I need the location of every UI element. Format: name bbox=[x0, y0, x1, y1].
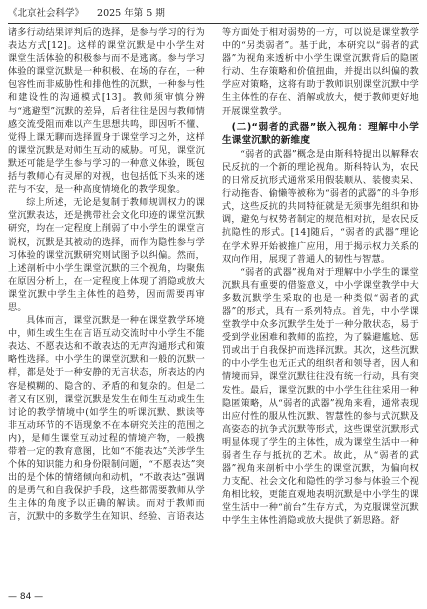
journal-name: 《北京社会科学》 bbox=[8, 8, 85, 19]
paragraph: 综上所述，无论是复制于教师规训权力的课堂沉默表达，还是携带社会文化印迹的课堂沉默研究，均在一定程度上削弱了中小学生的课堂言说权，沉默是其被动的选择，而作为隐性参与学习体验的课堂沉默研究则试图予以纠偏。然而，上述剖析中小学生课堂沉默的三个视角，均聚焦在原因分析上，在一定程度上体现了消隐或放大课堂沉默中学生主体性的趋势，因而需要再审思。 bbox=[8, 198, 205, 313]
paragraph: “弱者的武器”概念是由斯科特提出以解释农民反抗的一个新的理论视角。斯科特认为，农民的日常反抗形式通常采用假装顺从、装傻卖呆、行动拖沓、偷懒等被称为“弱者的武器”的斗争形式，这些反抗的共同特征就是无须事先组织和协调，避免与权势者制定的规范相对抗，是农民反抗隐性的形式。[14]随后，“弱者的武器”理论在学术界开始被推广应用，用于揭示权力关系的双向作用，展现了普通人的韧性与智慧。 bbox=[222, 149, 419, 265]
paragraph: 诸多行动结果评判后的选择，是参与学习的行为表达方式[12]。这样的课堂沉默是中小学生对课堂生活体验的积极参与而不是逃离。参与学习体验的课堂沉默是一种积极、在场的存在，一种包容性而非威胁性和排他性的沉默，一种参与性和建设性的沟通模式[13]。教师须审慎分辨与“逃避型”沉默的差异，后者往往是因与教师情感交流受阻而难以产生思想共鸣，即因听不懂、觉得上课无聊而选择置身于课堂学习之外，这样的课堂沉默是对师生互动的威胁。可见，课堂沉默还可能是学生参与学习的一种意义体验，既包括与教师心有灵犀的对视，也包括低下头来的迷茫与不安，是一种高度情境化的教学现象。 bbox=[8, 28, 205, 196]
paragraph: 具体而言，课堂沉默是一种在课堂教学环境中，师生或生生在言语互动交流时中小学生不能表达、不愿表达和不敢表达的无声沟通形式和策略性选择。中小学生的课堂沉默和一般的沉默一样，都是处于一种安静的无言状态，所表达的内容是模糊的、隐含的、矛盾的和复杂的。但是二者又有区别，课堂沉默是发生在师生互动或生生讨论的教学情境中(如学生的听课沉默、默读等非互动环节的不语现象不在本研究关注的范围之内)，是师生课堂互动过程的情境产物，一般携带着一定的教育意图，比如“不能表达”关涉学生个体的知识能力和身份限制问题，“不愿表达”突出的是个体的情绪倾向和动机，“不敢表达”强调的是勇气和自我保护手段，这些都需要教师从学生主体的角度予以正确的解读。而对于教师而言，沉默中的多数学生在知识、经验、言语表达 bbox=[8, 316, 205, 523]
paragraph: “弱者的武器”视角对于理解中小学生的课堂沉默具有重要的借鉴意义，中小学课堂教学中大多数沉默学生采取的也是一种类似“弱者的武器”的形式，具有一系列特点。首先，中小学课堂教学中众多沉默学生处于一种分散状态，易于受到学业困难和教师的监控，为了躲避尴尬、惩罚或出于自我保护而选择沉默。其次，这些沉默的中小学生也无正式的组织者和领导者，因人和情境而异，课堂沉默往往没有统一行动，具有突发性。最后，课堂沉默的中小学生往往采用一种隐匿策略，从“弱者的武器”视角来看，通常表现出应付性的服从性沉默、智慧性的参与式沉默及高姿态的抗争式沉默等形式，这些课堂沉默形式明显体现了学生的主体性，成为课堂生活中一种弱者生存与抵抗的艺术。故此，从“弱者的武器”视角来剖析中小学生的课堂沉默，为偏向权力支配、社会文化和隐性的学习参与体验三个视角相比较，更能直观地表明沉默是中小学生的课堂生活中一种“前台”生存方式，为克服课堂沉默中学生主体性消隐或放大提供了新思路。舒 bbox=[222, 267, 419, 527]
running-header bbox=[8, 6, 419, 22]
issue-label: 2025 年第 5 期 bbox=[97, 8, 165, 19]
section-heading: (二)“弱者的武器”嵌入视角：理解中小学生课堂沉默的新维度 bbox=[222, 121, 419, 146]
paragraph: 等方面处于相对弱势的一方，可以说是课堂教学中的“另类弱者”。基于此，本研究以“弱者的武器”为视角来透析中小学生课堂沉默背后的隐匿行动、生存策略和价值扭曲，并提出以纠偏的教学应对策略，这将有助于教师识别课堂沉默中学生主体性的存在、消解或放大，便于教师更好地开展课堂教学。 bbox=[222, 28, 419, 117]
page-number: — 84 — bbox=[8, 592, 44, 602]
left-text-column bbox=[8, 27, 205, 525]
right-text-column bbox=[222, 27, 419, 529]
header-divider bbox=[8, 23, 419, 24]
